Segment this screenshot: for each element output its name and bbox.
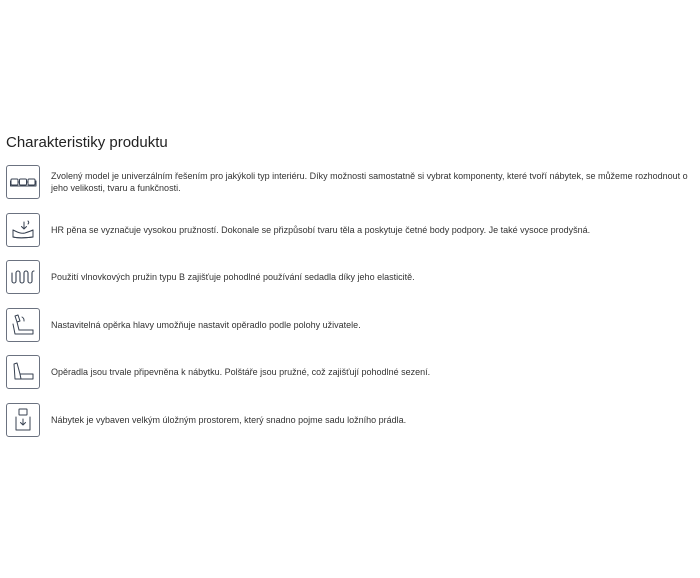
fixed-backrest-icon [6,355,40,389]
feature-item-storage [6,402,696,438]
storage-icon [6,403,40,437]
modular-sofa-icon [6,165,40,199]
section-title: Charakteristiky produktu [6,134,168,151]
adjustable-headrest-icon [6,308,40,342]
feature-text: Zvolený model je univerzálním řešením pro jakýkoli typ interiéru. Díky možnosti samostatně si vybrat komponenty, které tvoří nábytek, se můžeme rozhodnout o jeho velikosti, tvaru a funkčnosti. [51,171,688,193]
feature-text: Opěradla jsou trvale připevněna k nábytku. Polštáře jsou pružné, což zajišťují pohodlné sezení. [51,367,431,378]
feature-item-headrest [6,307,696,343]
wave-springs-icon [6,260,40,294]
product-features-section [6,134,696,450]
feature-text: HR pěna se vyznačuje vysokou pružností. Dokonale se přizpůsobí tvaru těla a poskytuje četné body podpory. Je také vysoce prodyšná. [51,224,591,235]
feature-text: Použití vlnovkových pružin typu B zajišťuje pohodlné používání sedadla díky jeho elasticitě. [51,272,415,283]
feature-item-wave-springs [6,259,696,295]
feature-item-backrest [6,354,696,390]
feature-item-hr-foam [6,212,696,248]
hr-foam-icon [6,213,40,247]
feature-text: Nábytek je vybaven velkým úložným prostorem, který snadno pojme sadu ložního prádla. [51,414,407,425]
feature-text: Nastavitelná opěrka hlavy umožňuje nastavit opěradlo podle polohy uživatele. [51,319,361,330]
feature-item-modular [6,164,696,200]
